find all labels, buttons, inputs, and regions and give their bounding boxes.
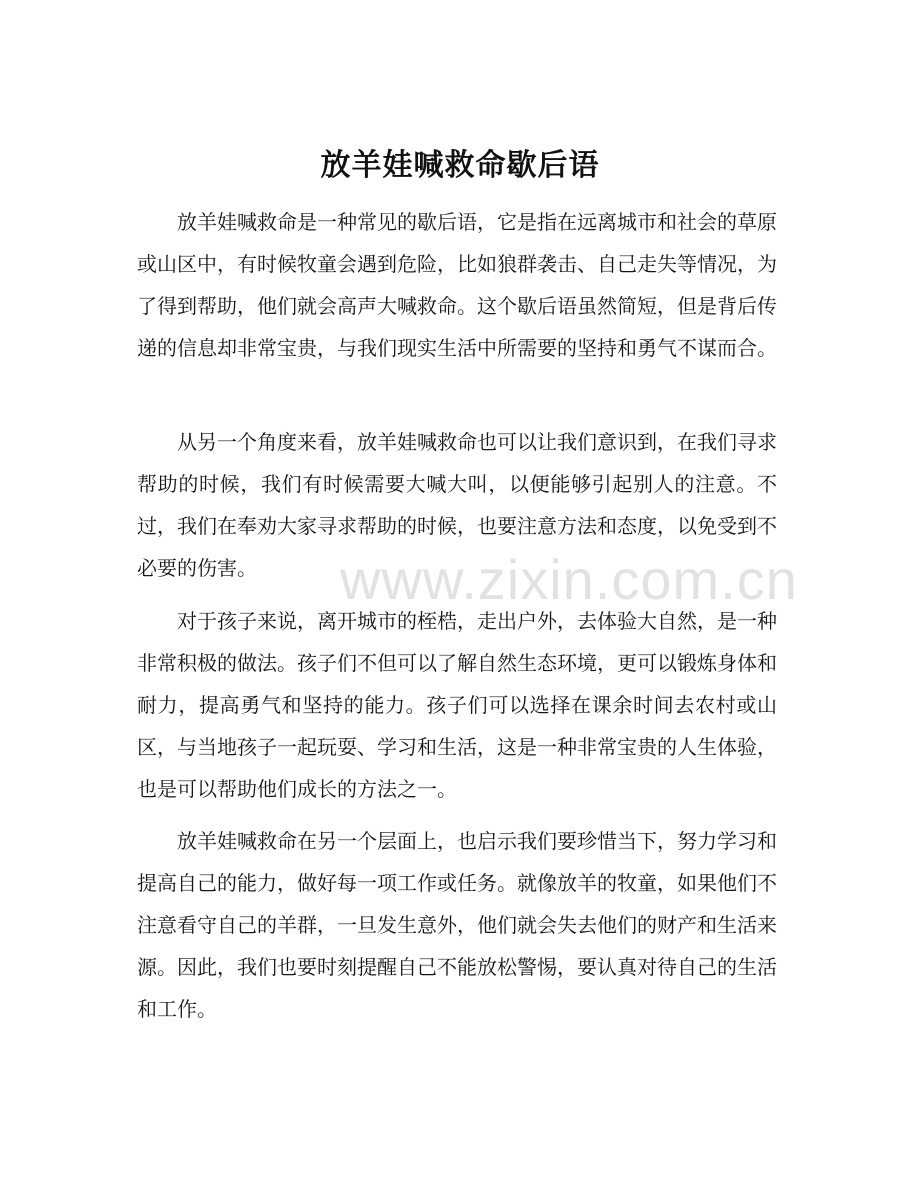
paragraph-2: 从另一个角度来看，放羊娃喊救命也可以让我们意识到，在我们寻求帮助的时候，我们有时候需要大喊大叫，以便能够引起别人的注意。不过，我们在奉劝大家寻求帮助的时候，也要注意方法和态度，以免受到不必要的伤害。	[137, 430, 777, 580]
document-title: 放羊娃喊救命歇后语	[320, 148, 600, 183]
watermark: www.zixin.com.cn	[340, 548, 798, 611]
paragraph-1: 放羊娃喊救命是一种常见的歇后语，它是指在远离城市和社会的草原或山区中，有时候牧童会遇到危险，比如狼群袭击、自己走失等情况，为了得到帮助，他们就会高声大喊救命。这个歇后语虽然简短，但是背后传递的信息却非常宝贵，与我们现实生活中所需要的坚持和勇气不谋而合。	[137, 210, 777, 360]
paragraph-4: 放羊娃喊救命在另一个层面上，也启示我们要珍惜当下，努力学习和提高自己的能力，做好每一项工作或任务。就像放羊的牧童，如果他们不注意看守自己的羊群，一旦发生意外，他们就会失去他们的财产和生活来源。因此，我们也要时刻提醒自己不能放松警惕，要认真对待自己的生活和工作。	[137, 829, 777, 1021]
paragraph-3: 对于孩子来说，离开城市的桎梏，走出户外，去体验大自然，是一种非常积极的做法。孩子们不但可以了解自然生态环境，更可以锻炼身体和耐力，提高勇气和坚持的能力。孩子们可以选择在课余时间去农村或山区，与当地孩子一起玩耍、学习和生活，这是一种非常宝贵的人生体验，也是可以帮助他们成长的方法之一。	[137, 609, 777, 801]
